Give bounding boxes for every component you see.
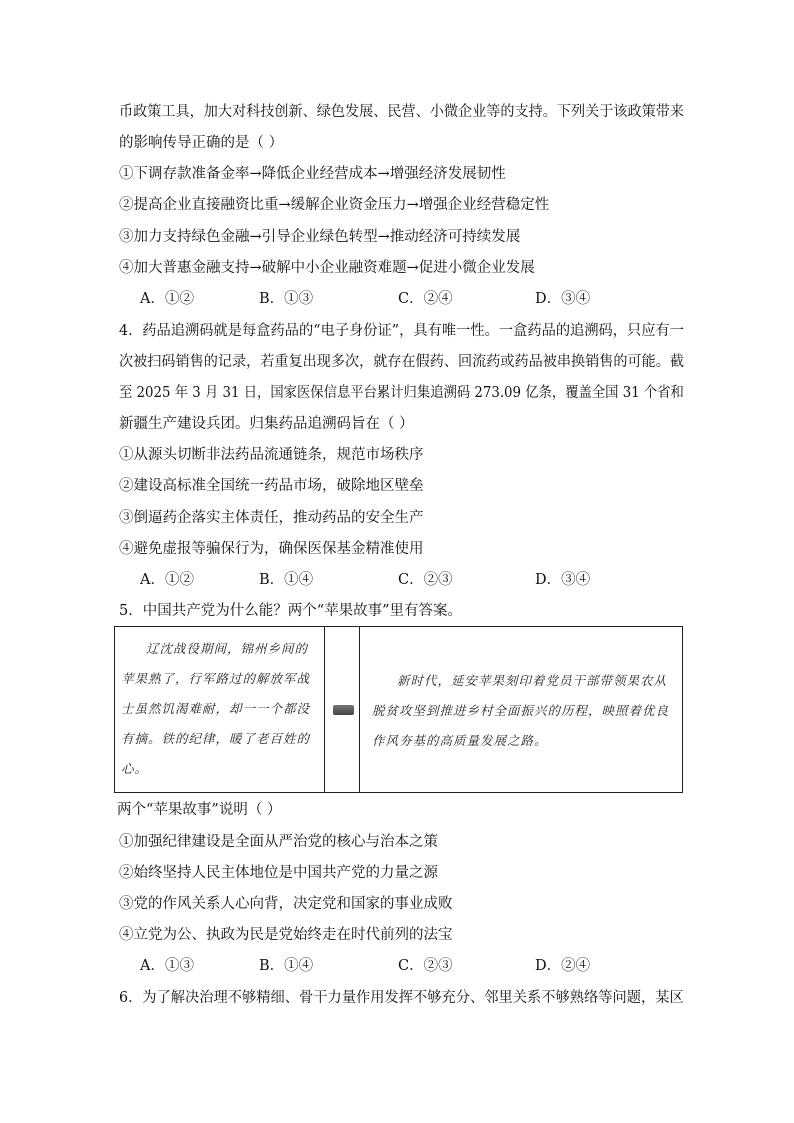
q6-stem-line-1: 6．为了解决治理不够精细、骨干力量作用发挥不够充分、邻里关系不够熟络等问题，某区 [119,990,684,1006]
connector-bar-icon [333,705,354,715]
q3-item-4: ④加大普惠金融支持→破解中小企业融资难题→促进小微企业发展 [119,260,535,276]
q5-item-2: ②始终坚持人民主体地位是中国共产党的力量之源 [119,865,438,881]
q3-option-b[interactable]: B．①③ [259,291,314,307]
q4-item-3: ③倒逼药企落实主体责任，推动药品的安全生产 [119,510,424,526]
q4-option-c[interactable]: C．②③ [398,572,453,588]
q3-option-d[interactable]: D．③④ [535,291,591,307]
q4-item-1: ①从源头切断非法药品流通链条，规范市场秩序 [119,447,424,463]
q5-stem: 5．中国共产党为什么能？两个“苹果故事”里有答案。 [119,603,463,619]
q5-option-a[interactable]: A．①③ [140,958,194,974]
q4-option-a[interactable]: A．①② [140,572,194,588]
q3-option-c[interactable]: C．②④ [398,291,453,307]
q3-option-a[interactable]: A．①② [140,291,194,307]
story-left-text: 辽沈战役期间，锦州乡间的苹果熟了，行军路过的解放军战士虽然饥渴难耐，却一一个都没有摘。铁的纪律，暖了老百姓的心。 [121,641,311,776]
q4-stem-line-2: 次被扫码销售的记录，若重复出现多次，就存在假药、回流药或药品被串换销售的可能。截 [119,354,684,370]
q5-option-d[interactable]: D．②④ [535,958,591,974]
q4-item-4: ④避免虚报等骗保行为，确保医保基金精准使用 [119,541,424,557]
story-cell-middle [325,627,360,792]
q3-stem-line-2: 的影响传导正确的是（ ） [119,135,284,151]
q3-item-1: ①下调存款准备金率→降低企业经营成本→增强经济发展韧性 [119,166,506,182]
q3-stem-line-1: 币政策工具，加大对科技创新、绿色发展、民营、小微企业等的支持。下列关于该政策带来 [119,104,684,120]
q4-option-d[interactable]: D．③④ [535,572,591,588]
q3-item-2: ②提高企业直接融资比重→缓解企业资金压力→增强企业经营稳定性 [119,197,550,213]
q5-question: 两个“苹果故事”说明（ ） [117,802,282,818]
q5-item-1: ①加强纪律建设是全面从严治党的核心与治本之策 [119,834,438,850]
story-cell-left [115,627,325,792]
q5-item-4: ④立党为公、执政为民是党始终走在时代前列的法宝 [119,927,453,943]
story-right-text: 新时代，延安苹果刻印着党员干部带领果农从脱贫攻坚到推进乡村全面振兴的历程，映照着优良作风夯基的高质量发展之路。 [372,673,670,748]
q4-option-b[interactable]: B．①④ [259,572,314,588]
q3-item-3: ③加力支持绿色金融→引导企业绿色转型→推动经济可持续发展 [119,229,521,245]
q5-option-c[interactable]: C．②③ [398,958,453,974]
q4-stem-line-3: 至 2025 年 3 月 31 日，国家医保信息平台累计归集追溯码 273.09 亿条，覆盖全国 31 个省和 [119,385,684,401]
story-cell-right [360,627,682,792]
q4-item-2: ②建设高标准全国统一药品市场，破除地区壁垒 [119,478,424,494]
q5-option-b[interactable]: B．①④ [259,958,314,974]
q4-stem-line-1: 4．药品追溯码就是每盒药品的“电子身份证”，具有唯一性。一盒药品的追溯码，只应有一 [119,323,685,339]
q4-stem-line-4: 新疆生产建设兵团。归集药品追溯码旨在（ ） [119,416,414,432]
apple-story-table [114,626,683,793]
q5-item-3: ③党的作风关系人心向背，决定党和国家的事业成败 [119,896,453,912]
